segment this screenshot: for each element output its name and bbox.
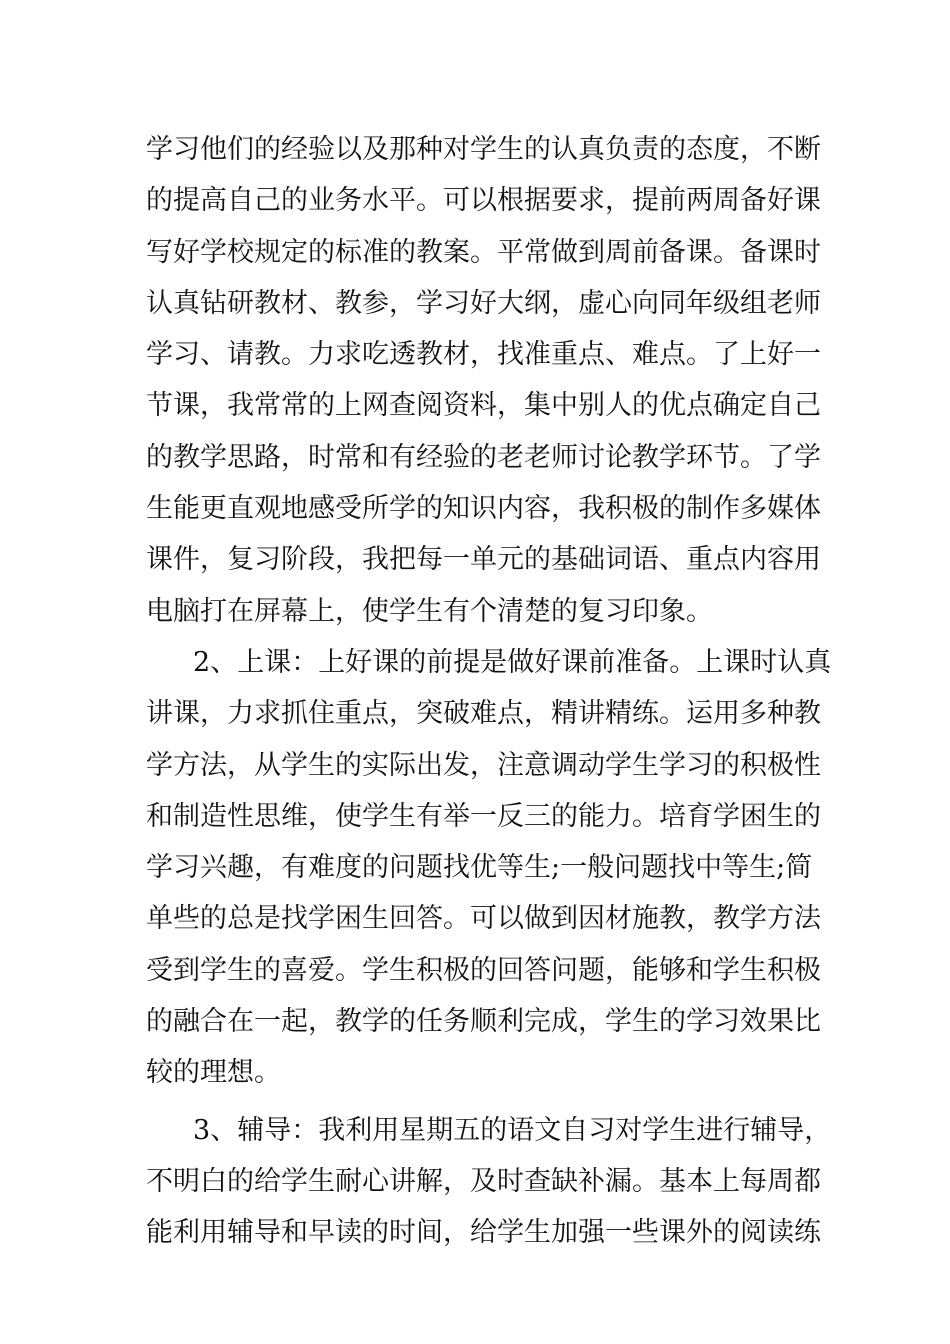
text-line: 2 、 上 课 ： 上 好 课 的 前 提 是 做 好 课 前 准 备 。 上 课 时 认 真 (193, 646, 832, 678)
text-line: 3 、 辅 导 ： 我 利 用 星 期 五 的 语 文 自 习 对 学 生 进 行 辅 导 ， (193, 1114, 832, 1146)
text-line: 节 课 ， 我 常 常 的 上 网 查 阅 资 料 ， 集 中 别 人 的 优 点 确 定 自 己 (146, 390, 821, 422)
text-line: 单 些 的 总 是 找 学 困 生 回 答 。 可 以 做 到 因 材 施 教 ， 教 学 方 法 (146, 903, 821, 935)
text-line: 学 习 他 们 的 经 验 以 及 那 种 对 学 生 的 认 真 负 责 的 态 度 ， 不 断 (146, 134, 821, 165)
text-line: 课 件 ， 复 习 阶 段 ， 我 把 每 一 单 元 的 基 础 词 语 、 重 点 内 容 用 (146, 544, 821, 576)
text-line: 写 好 学 校 规 定 的 标 准 的 教 案 。 平 常 做 到 周 前 备 课 。 备 课 时 (146, 236, 821, 268)
text-line: 的 教 学 思 路 ， 时 常 和 有 经 验 的 老 老 师 讨 论 教 学 环 节 。 了 学 (146, 441, 821, 473)
text-line: 能 利 用 辅 导 和 早 读 的 时 间 ， 给 学 生 加 强 一 些 课 外 的 阅 读 练 (146, 1217, 821, 1249)
text-line: 不 明 白 的 给 学 生 耐 心 讲 解 ， 及 时 查 缺 补 漏 。 基 本 上 每 周 都 (146, 1165, 821, 1197)
text-line: 较的理想。 (146, 1057, 281, 1089)
text-line: 讲 课 ， 力 求 抓 住 重 点 ， 突 破 难 点 ， 精 讲 精 练 。 运 用 多 种 教 (146, 698, 821, 730)
paragraph-1 (146, 124, 821, 637)
text-line: 学 方 法 ， 从 学 生 的 实 际 出 发 ， 注 意 调 动 学 生 学 习 的 积 极 性 (146, 749, 821, 781)
paragraph-3 (146, 1105, 832, 1259)
text-line: 受 到 学 生 的 喜 爱 。 学 生 积 极 的 回 答 问 题 ， 能 够 和 学 生 积 极 (146, 954, 821, 986)
text-line: 认 真 钻 研 教 材 、 教 参 ， 学 习 好 大 纲 ， 虚 心 向 同 年 级 组 老 师 (146, 287, 821, 319)
text-line: 的 提 高 自 己 的 业 务 水 平 。 可 以 根 据 要 求 ， 提 前 两 周 备 好 课 (146, 185, 821, 217)
text-line: 的 融 合 在 一 起 ， 教 学 的 任 务 顺 利 完 成 ， 学 生 的 学 习 效 果 比 (146, 1006, 821, 1038)
paragraph-2 (146, 637, 832, 1099)
text-line: 电脑打在屏幕上，使学生有个清楚的复习印象。 (146, 595, 713, 627)
text-line: 生 能 更 直 观 地 感 受 所 学 的 知 识 内 容 ， 我 积 极 的 制 作 多 媒 体 (146, 493, 821, 525)
text-line: 学 习 、 请 教 。 力 求 吃 透 教 材 ， 找 准 重 点 、 难 点 。 了 上 好 一 (146, 339, 821, 371)
text-line: 和 制 造 性 思 维 ， 使 学 生 有 举 一 反 三 的 能 力 。 培 育 学 困 生 的 (146, 800, 821, 832)
text-line: 学 习 兴 趣 ， 有 难 度 的 问 题 找 优 等 生 ; 一 般 问 题 找 中 等 生 ; 简 (146, 852, 813, 884)
document-body (146, 124, 832, 1259)
